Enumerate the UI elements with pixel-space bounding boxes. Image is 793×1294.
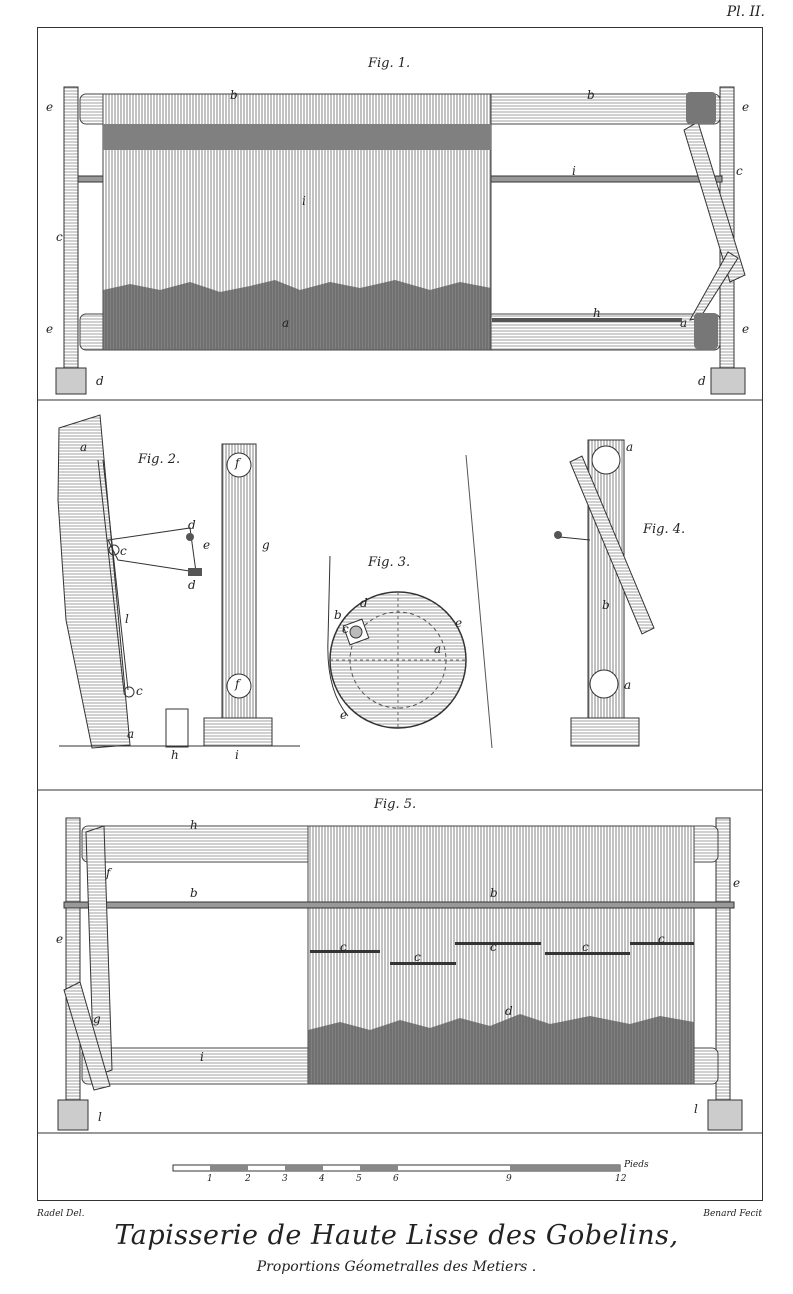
fig2-label: f: [235, 677, 240, 691]
scale-tick: 12: [615, 1174, 627, 1184]
fig2-label: l: [125, 612, 129, 626]
fig4-title: Fig. 4.: [643, 522, 686, 537]
fig2-label: d: [188, 518, 196, 532]
fig3-title: Fig. 3.: [368, 555, 411, 570]
fig4-label: a: [626, 440, 634, 454]
fig1-title: Fig. 1.: [368, 56, 411, 71]
fig1-label: e: [46, 100, 54, 114]
fig5-label: e: [733, 876, 741, 890]
fig5-label: c: [340, 940, 347, 954]
fig1-label: e: [742, 100, 750, 114]
fig5-title: Fig. 5.: [374, 797, 417, 812]
fig5-label: f: [106, 866, 111, 880]
fig3-label: d: [360, 596, 368, 610]
fig1-label: i: [572, 164, 576, 178]
fig1-label: h: [593, 306, 601, 320]
fig5-label: l: [98, 1110, 102, 1124]
fig4-label: b: [602, 598, 610, 612]
fig2-label: g: [262, 538, 270, 552]
fig5-label: b: [490, 886, 498, 900]
fig3-label: e: [455, 616, 463, 630]
fig5-loom: [58, 818, 742, 1130]
fig5-label: c: [582, 940, 589, 954]
scale-tick: 5: [356, 1174, 362, 1184]
credit-draughtsman: Radel Del.: [37, 1209, 85, 1219]
fig2-label: a: [127, 727, 135, 741]
fig1-label: b: [230, 88, 238, 102]
fig3-label: e: [340, 708, 348, 722]
credit-engraver: Benard Fecit: [703, 1209, 762, 1219]
fig3-label: a: [434, 642, 442, 656]
fig2-label: a: [80, 440, 88, 454]
fig3-roller-section: [328, 556, 466, 728]
fig5-label: e: [56, 932, 64, 946]
fig5-label: c: [658, 932, 665, 946]
fig2-label: f: [235, 456, 240, 470]
scale-tick: 4: [319, 1174, 325, 1184]
fig2-label: h: [171, 748, 179, 762]
fig2-label: i: [235, 748, 239, 762]
fig1-label: c: [736, 164, 743, 178]
fig2-label: c: [136, 684, 143, 698]
fig1-label: a: [680, 316, 688, 330]
plate-number: Pl. II.: [726, 4, 765, 20]
fig3-label: c: [342, 622, 349, 636]
fig5-label: c: [414, 950, 421, 964]
fig1-label: d: [96, 374, 104, 388]
fig2-label: c: [120, 544, 127, 558]
scale-unit: Pieds: [624, 1160, 649, 1170]
fig1-label: e: [742, 322, 750, 336]
fig5-label: i: [200, 1050, 204, 1064]
fig5-label: g: [93, 1012, 101, 1026]
fig5-label: l: [694, 1102, 698, 1116]
fig5-label: c: [490, 940, 497, 954]
scale-tick: 1: [207, 1174, 213, 1184]
fig2-title: Fig. 2.: [138, 452, 181, 467]
fig1-label: e: [46, 322, 54, 336]
fig1-label: i: [302, 194, 306, 208]
scale-tick: 6: [393, 1174, 399, 1184]
fig1-label: b: [587, 88, 595, 102]
scale-bar: [173, 1165, 620, 1171]
fig4-front-upright: [554, 440, 654, 746]
scale-tick: 2: [245, 1174, 251, 1184]
fig5-label: h: [190, 818, 198, 832]
plate-title: Tapisserie de Haute Lisse des Gobelins,: [114, 1220, 679, 1251]
fig1-label: d: [698, 374, 706, 388]
fig1-label: c: [56, 230, 63, 244]
fig5-label: b: [190, 886, 198, 900]
fig2-label: e: [203, 538, 211, 552]
fig5-label: d: [505, 1004, 513, 1018]
fig2-label: d: [188, 578, 196, 592]
scale-tick: 9: [506, 1174, 512, 1184]
fig3-label: b: [334, 608, 342, 622]
scale-tick: 3: [282, 1174, 288, 1184]
fig4-label: a: [624, 678, 632, 692]
fig1-loom: [56, 87, 745, 394]
plate-subtitle: Proportions Géometralles des Metiers .: [256, 1259, 537, 1275]
fig1-label: a: [282, 316, 290, 330]
